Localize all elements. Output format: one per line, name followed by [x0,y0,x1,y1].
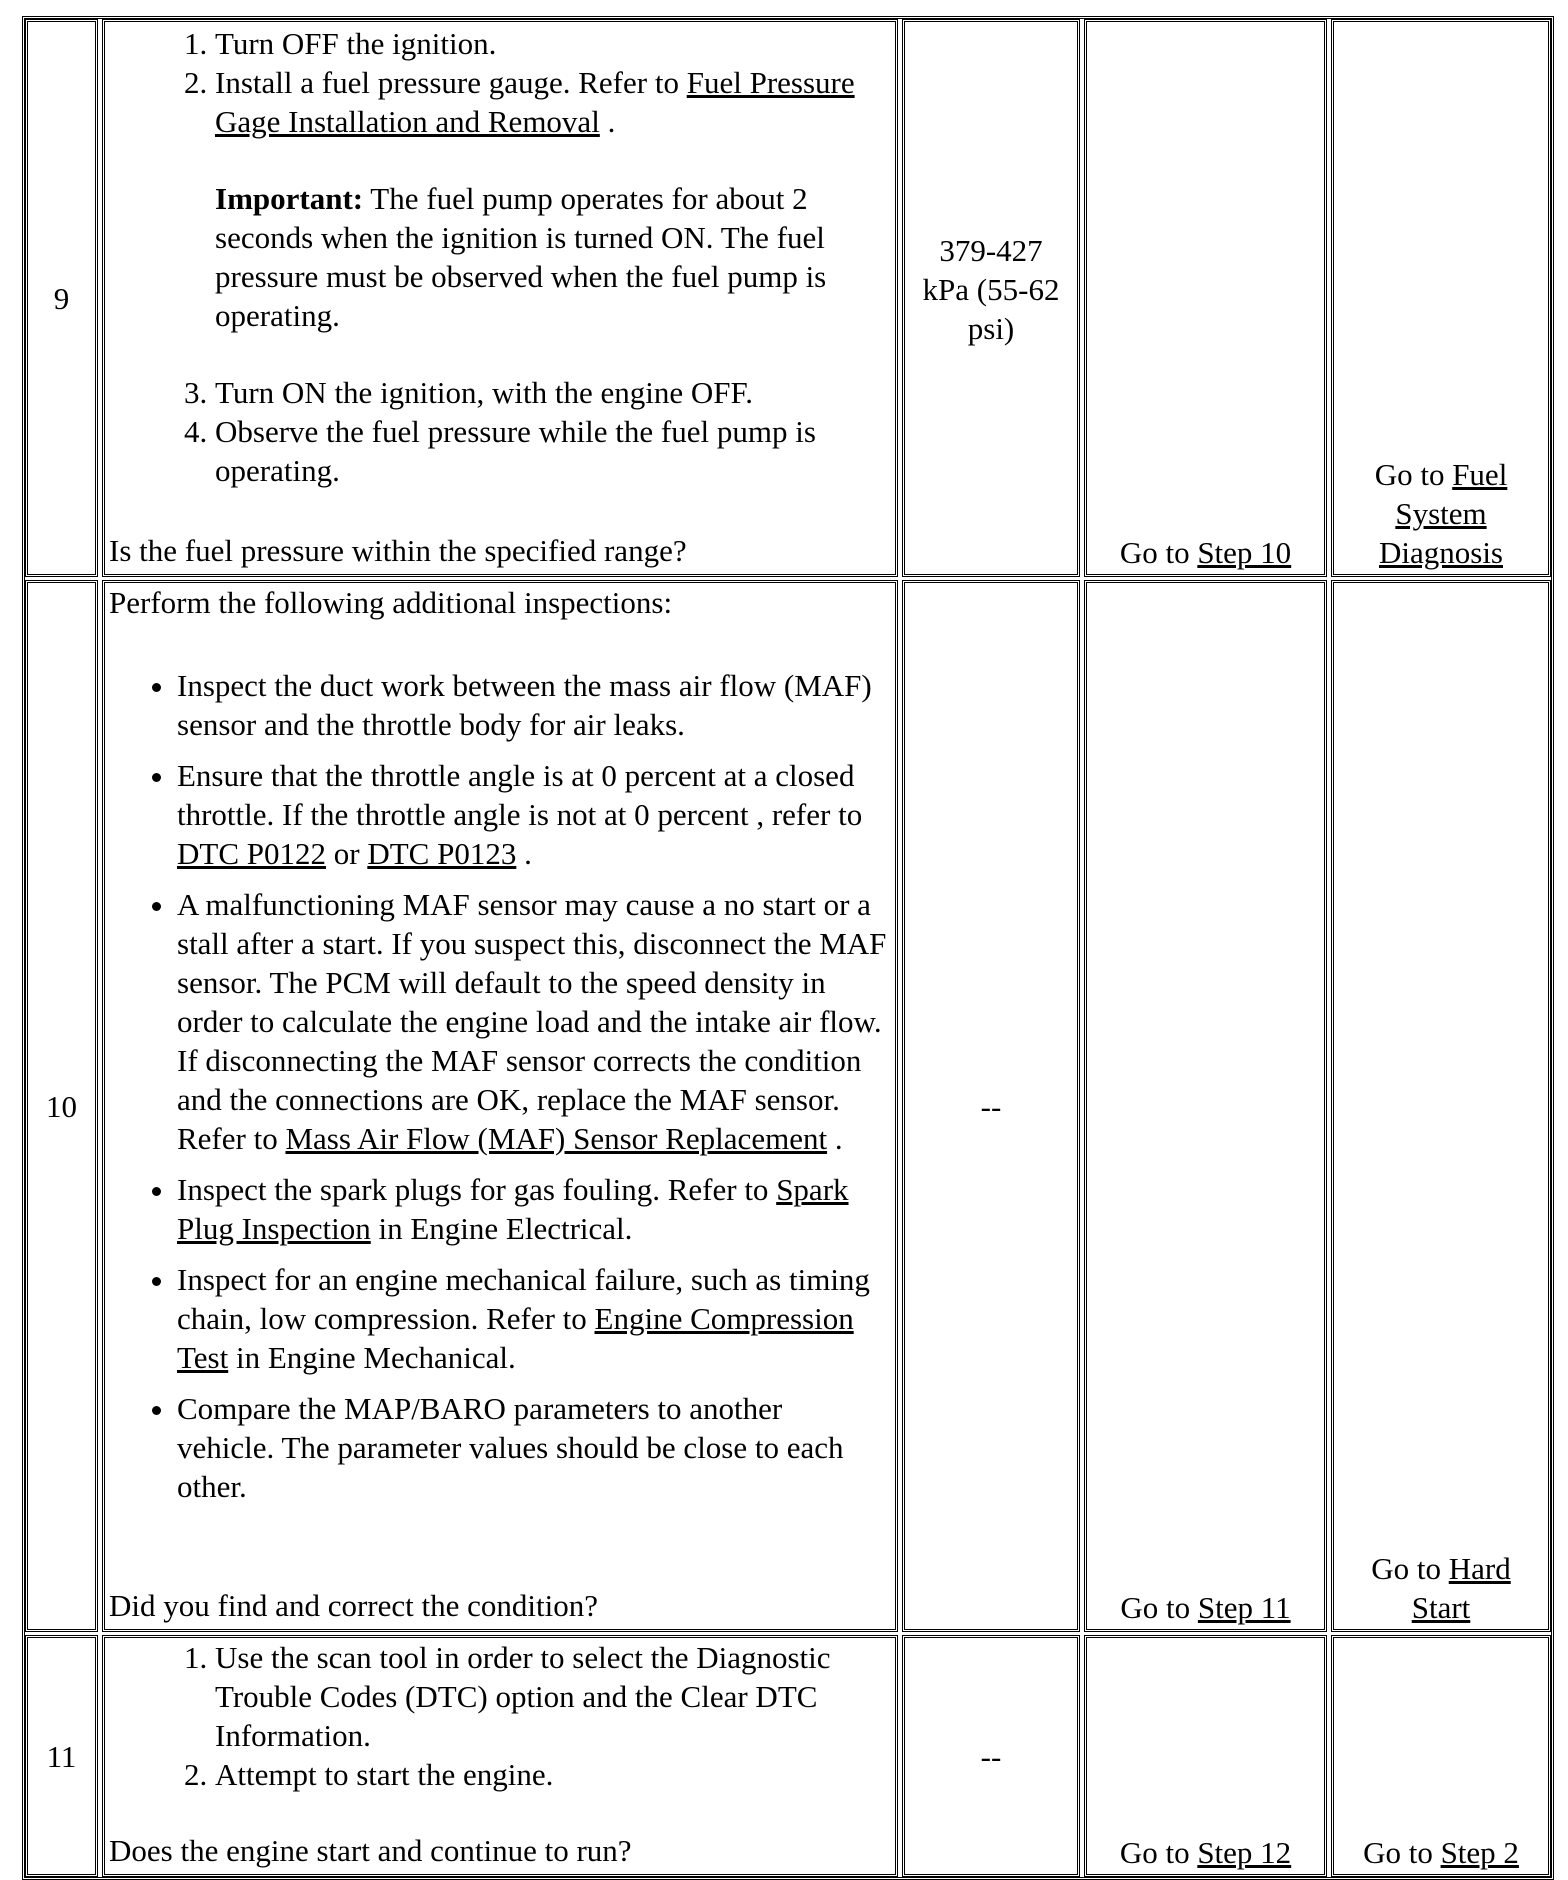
inspection-list [109,666,887,1506]
list-item: 2. Attempt to start the engine. [215,1755,887,1794]
no-cell: Go to Fuel System Diagnosis [1331,19,1551,577]
link-step-12[interactable]: Step 12 [1197,1835,1292,1870]
inline-link[interactable]: Engine Compression Test [177,1301,854,1375]
diagnostic-table [22,16,1554,1880]
table-row-step-11 [25,1635,1551,1877]
action-cell [102,1635,898,1877]
inline-link[interactable]: Spark Plug Inspection [177,1172,849,1246]
link-fuel-pressure-gage[interactable]: Fuel Pressure Gage Installation and Removal [215,65,855,139]
link-step-2[interactable]: Step 2 [1440,1835,1519,1870]
list-item: • A malfunctioning MAF sensor may cause a no start or a stall after a start. If you suspect this, disconnect the MAF sensor. The PCM will default to the speed density in order to calculate the engine load and the intake air flow. If disconnecting the MAF sensor corrects the condition and the connections are OK, replace the MAF sensor. Refer to Mass Air Flow (MAF) Sensor Replacement . [177,885,887,1158]
list-item: 1. Use the scan tool in order to select the Diagnostic Trouble Codes (DTC) option and the Clear DTC Information. [215,1638,887,1755]
list-item: 1. Turn OFF the ignition. [215,24,887,63]
list-item: • Compare the MAP/BARO parameters to another vehicle. The parameter values should be close to each other. [177,1389,887,1506]
list-item: • Inspect the duct work between the mass air flow (MAF) sensor and the throttle body for air leaks. [177,666,887,744]
list-item: 2. Install a fuel pressure gauge. Refer to Fuel Pressure Gage Installation and Removal . Important: The fuel pump operates for about 2 seconds when the ignition is turned ON. The fuel pressure must be observed when the fuel pump is operating. [215,63,887,335]
inline-link[interactable]: Mass Air Flow (MAF) Sensor Replacement [285,1121,828,1156]
no-cell: Go to Hard Start [1331,580,1551,1632]
link-step-11[interactable]: Step 11 [1197,1590,1291,1625]
question-text: Does the engine start and continue to run? [109,1833,632,1868]
step-number: 11 [25,1635,98,1877]
link-step-10[interactable]: Step 10 [1197,535,1292,570]
list-item: • Inspect the spark plugs for gas fouling. Refer to Spark Plug Inspection in Engine Electrical. [177,1170,887,1248]
yes-cell: Go to Step 11 [1084,580,1327,1632]
value-cell: -- [902,580,1080,1632]
step-number: 9 [25,19,98,577]
question-text: Did you find and correct the condition? [109,1588,598,1623]
action-cell [102,19,898,577]
question-text: Is the fuel pressure within the specified range? [109,533,687,568]
list-item: • Ensure that the throttle angle is at 0 percent at a closed throttle. If the throttle angle is not at 0 percent , refer to DTC P0122 or DTC P0123 . [177,756,887,873]
intro-text: Perform the following additional inspections: [109,585,673,620]
value-cell: 379-427 kPa (55-62 psi) [902,19,1080,577]
list-item: 4. Observe the fuel pressure while the fuel pump is operating. [215,412,887,490]
action-list [111,1638,887,1794]
link-fuel-system-diagnosis[interactable]: Fuel System Diagnosis [1379,457,1508,570]
yes-cell: Go to Step 12 [1084,1635,1327,1877]
inline-link[interactable]: DTC P0123 [367,836,517,871]
no-cell: Go to Step 2 [1331,1635,1551,1877]
action-cell [102,580,898,1632]
link-hard-start[interactable]: Hard Start [1411,1551,1511,1625]
important-note: Important: The fuel pump operates for about 2 seconds when the ignition is turned ON. The fuel pressure must be observed when the fuel pump is operating. [215,181,827,333]
table-row-step-9 [25,19,1551,577]
action-list [111,24,887,335]
action-list-continued [111,373,887,490]
step-number: 10 [25,580,98,1632]
inline-link[interactable]: DTC P0122 [177,836,326,871]
yes-cell: Go to Step 10 [1084,19,1327,577]
table-row-step-10 [25,580,1551,1632]
list-item: • Inspect for an engine mechanical failure, such as timing chain, low compression. Refer to Engine Compression Test in Engine Mechanical. [177,1260,887,1377]
list-item: 3. Turn ON the ignition, with the engine OFF. [215,373,887,412]
value-cell: -- [902,1635,1080,1877]
